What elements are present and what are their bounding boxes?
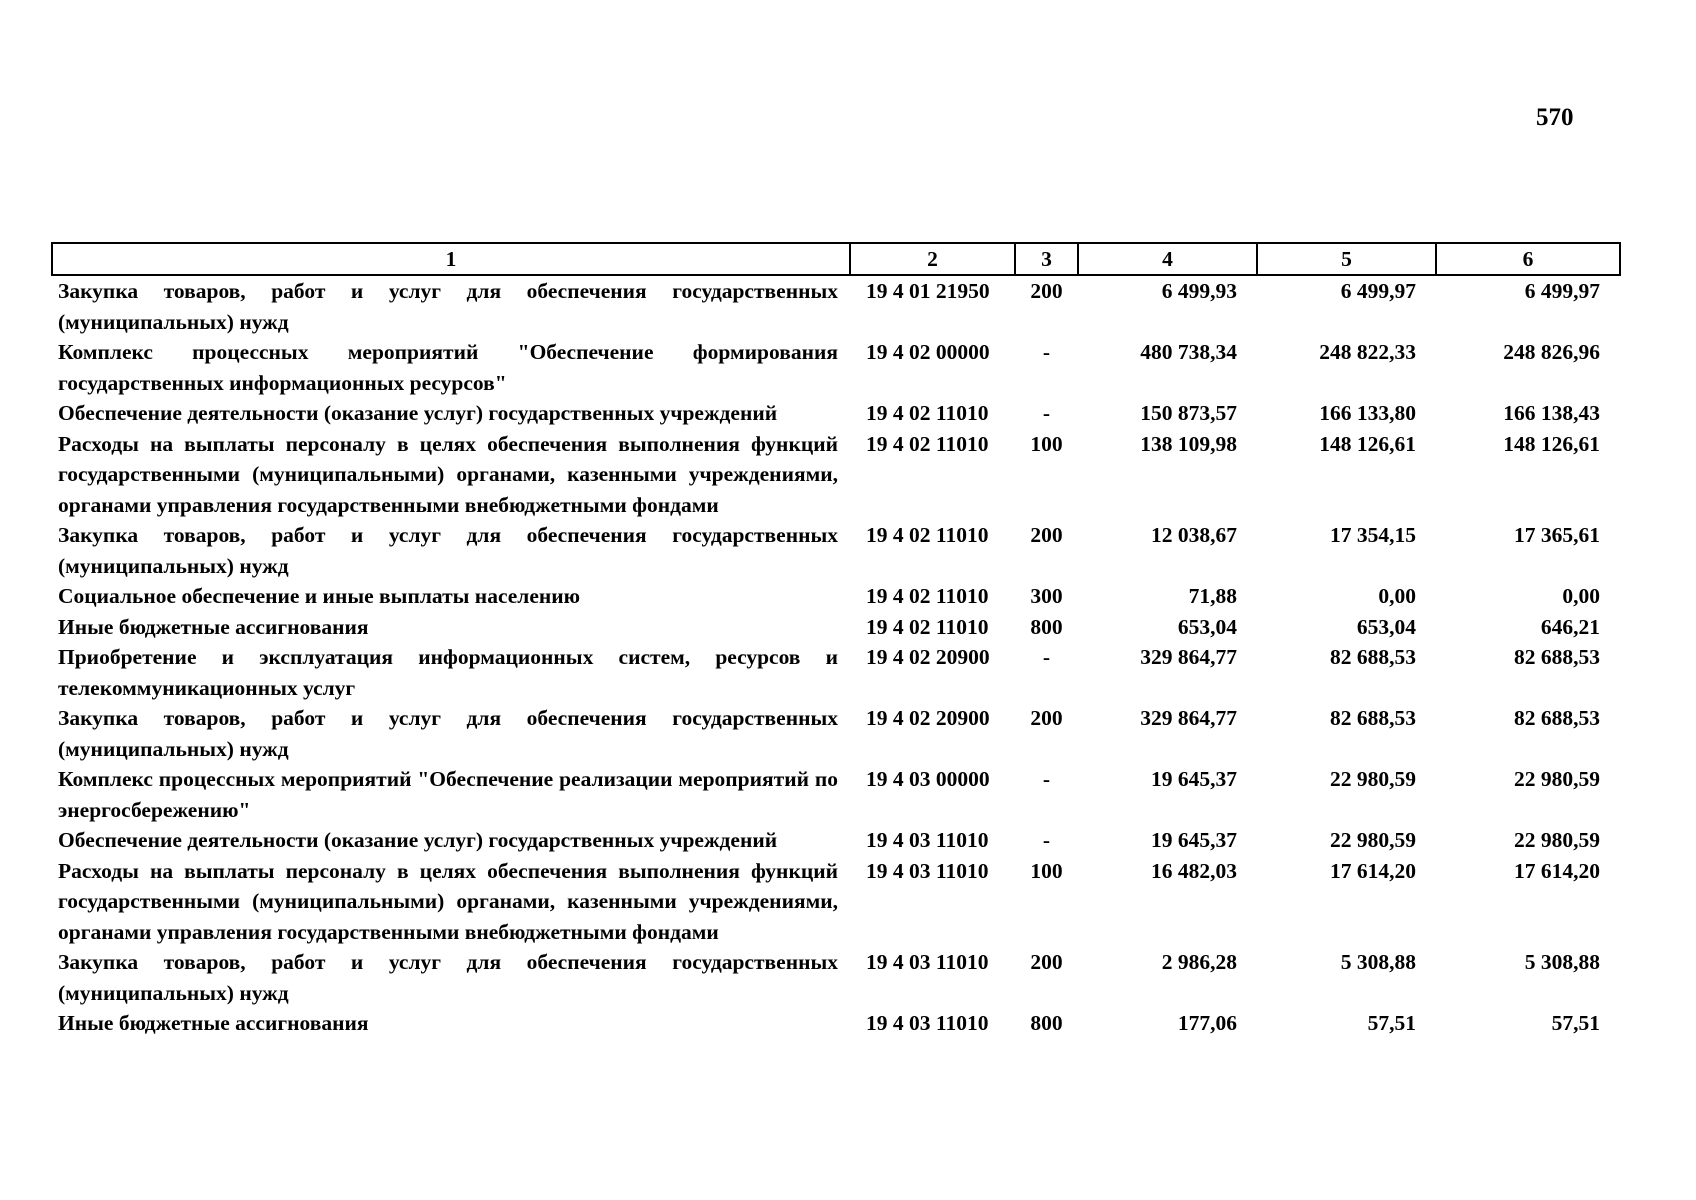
amount-col5-cell: 17 614,20 <box>1330 858 1416 883</box>
expense-type-cell: 100 <box>1030 431 1063 456</box>
amount-col6-cell: 82 688,53 <box>1514 706 1600 730</box>
amount-col6-cell: 22 980,59 <box>1514 828 1600 852</box>
amount-col5-cell: 166 133,80 <box>1319 401 1416 425</box>
target-article-code-cell: 19 4 02 11010 <box>866 401 989 425</box>
amount-col5-cell: 82 688,53 <box>1330 706 1416 730</box>
amount-col4-cell: 19 645,37 <box>1151 828 1237 852</box>
expense-type-cell: 200 <box>1030 950 1063 974</box>
amount-col6-cell: 22 980,59 <box>1514 767 1600 791</box>
expense-type-cell: 800 <box>1030 614 1063 639</box>
amount-col5-cell: 653,04 <box>1356 614 1416 639</box>
expense-name-cell: Закупка товаров, работ и услуг для обеспечения государственных (муниципальных) нужд <box>58 706 838 761</box>
target-article-code-cell: 19 4 02 11010 <box>866 614 989 639</box>
amount-col4-cell: 150 873,57 <box>1140 401 1237 425</box>
amount-col6-cell: 646,21 <box>1540 614 1600 639</box>
target-article-code-cell: 19 4 03 11010 <box>866 1011 989 1035</box>
expense-type-cell: 200 <box>1030 706 1063 730</box>
expense-name-cell: Комплекс процессных мероприятий "Обеспечение формирования государственных информационных ресурсов" <box>58 340 838 395</box>
amount-col5-cell: 22 980,59 <box>1330 828 1416 852</box>
expense-type-cell: - <box>1042 340 1051 364</box>
amount-col4-cell: 2 986,28 <box>1161 950 1237 974</box>
expense-name-cell: Расходы на выплаты персоналу в целях обеспечения выполнения функций государственными (муниципальными) органами, казенными учреждениями, органами управления государственными внебюджетными фондами <box>58 858 838 944</box>
table-row <box>52 337 1620 398</box>
table-row <box>52 612 1620 643</box>
expense-name-cell: Иные бюджетные ассигнования <box>58 1011 369 1035</box>
column-header: 2 <box>850 243 1015 275</box>
table-row <box>52 703 1620 764</box>
expense-name-cell: Социальное обеспечение и иные выплаты населению <box>58 584 581 608</box>
target-article-code-cell: 19 4 03 11010 <box>866 828 989 852</box>
target-article-code-cell: 19 4 03 11010 <box>866 950 989 974</box>
expense-type-cell: - <box>1042 645 1051 669</box>
target-article-code-cell: 19 4 02 00000 <box>866 340 990 364</box>
amount-col4-cell: 71,88 <box>1188 584 1237 608</box>
target-article-code-cell: 19 4 03 11010 <box>866 858 989 883</box>
amount-col5-cell: 82 688,53 <box>1330 645 1416 669</box>
amount-col6-cell: 5 308,88 <box>1524 950 1600 974</box>
amount-col6-cell: 6 499,97 <box>1524 279 1600 303</box>
amount-col5-cell: 6 499,97 <box>1340 279 1416 303</box>
target-article-code-cell: 19 4 02 11010 <box>866 523 989 547</box>
expense-type-cell: 200 <box>1030 279 1063 303</box>
amount-col5-cell: 148 126,61 <box>1319 431 1416 456</box>
target-article-code-cell: 19 4 02 20900 <box>866 645 990 669</box>
expense-type-cell: 800 <box>1030 1011 1063 1035</box>
expense-type-cell: - <box>1042 828 1051 852</box>
target-article-code-cell: 19 4 01 21950 <box>866 279 990 303</box>
amount-col5-cell: 248 822,33 <box>1319 340 1416 364</box>
expense-name-cell: Иные бюджетные ассигнования <box>58 614 369 639</box>
table-row <box>52 429 1620 521</box>
budget-table <box>51 242 1621 1039</box>
expense-type-cell: 200 <box>1030 523 1063 547</box>
amount-col4-cell: 16 482,03 <box>1151 858 1237 883</box>
page-number: 570 <box>1536 104 1574 131</box>
expense-name-cell: Закупка товаров, работ и услуг для обеспечения государственных (муниципальных) нужд <box>58 279 838 334</box>
target-article-code-cell: 19 4 02 11010 <box>866 431 989 456</box>
amount-col4-cell: 6 499,93 <box>1161 279 1237 303</box>
table-row <box>52 947 1620 1008</box>
amount-col6-cell: 166 138,43 <box>1503 401 1600 425</box>
expense-type-cell: 300 <box>1030 584 1063 608</box>
expense-name-cell: Закупка товаров, работ и услуг для обеспечения государственных (муниципальных) нужд <box>58 523 838 578</box>
amount-col5-cell: 17 354,15 <box>1330 523 1416 547</box>
table-row <box>52 825 1620 856</box>
table-row <box>52 398 1620 429</box>
amount-col4-cell: 480 738,34 <box>1140 340 1237 364</box>
amount-col6-cell: 17 365,61 <box>1514 523 1600 547</box>
amount-col4-cell: 19 645,37 <box>1151 767 1237 791</box>
target-article-code-cell: 19 4 02 20900 <box>866 706 990 730</box>
column-header: 4 <box>1078 243 1257 275</box>
amount-col4-cell: 329 864,77 <box>1140 645 1237 669</box>
expense-name-cell: Обеспечение деятельности (оказание услуг) государственных учреждений <box>58 401 778 425</box>
table-row <box>52 856 1620 948</box>
expense-name-cell: Расходы на выплаты персоналу в целях обеспечения выполнения функций государственными (муниципальными) органами, казенными учреждениями, органами управления государственными внебюджетными фондами <box>58 431 838 517</box>
column-header: 5 <box>1257 243 1436 275</box>
table-body <box>52 275 1620 1039</box>
amount-col4-cell: 12 038,67 <box>1151 523 1237 547</box>
amount-col6-cell: 0,00 <box>1562 584 1600 608</box>
amount-col6-cell: 57,51 <box>1551 1011 1600 1035</box>
expense-name-cell: Приобретение и эксплуатация информационных систем, ресурсов и телекоммуникационных услуг <box>58 645 838 700</box>
amount-col6-cell: 82 688,53 <box>1514 645 1600 669</box>
target-article-code-cell: 19 4 03 00000 <box>866 767 990 791</box>
table-header <box>52 243 1620 275</box>
table-row <box>52 520 1620 581</box>
amount-col5-cell: 22 980,59 <box>1330 767 1416 791</box>
amount-col5-cell: 57,51 <box>1367 1011 1416 1035</box>
amount-col5-cell: 0,00 <box>1378 584 1416 608</box>
table-row <box>52 1008 1620 1039</box>
header-row <box>52 243 1620 275</box>
expense-type-cell: - <box>1042 401 1051 425</box>
expense-name-cell: Обеспечение деятельности (оказание услуг) государственных учреждений <box>58 828 778 852</box>
expense-type-cell: 100 <box>1030 858 1063 883</box>
expense-type-cell: - <box>1042 767 1051 791</box>
expense-name-cell: Комплекс процессных мероприятий "Обеспечение реализации мероприятий по энергосбережению" <box>58 767 838 822</box>
amount-col4-cell: 177,06 <box>1177 1011 1237 1035</box>
amount-col4-cell: 138 109,98 <box>1140 431 1237 456</box>
expense-name-cell: Закупка товаров, работ и услуг для обеспечения государственных (муниципальных) нужд <box>58 950 838 1005</box>
amount-col4-cell: 329 864,77 <box>1140 706 1237 730</box>
target-article-code-cell: 19 4 02 11010 <box>866 584 989 608</box>
amount-col6-cell: 17 614,20 <box>1514 858 1600 883</box>
amount-col6-cell: 148 126,61 <box>1503 431 1600 456</box>
table-row <box>52 275 1620 337</box>
amount-col6-cell: 248 826,96 <box>1503 340 1600 364</box>
column-header: 6 <box>1436 243 1620 275</box>
table-row <box>52 642 1620 703</box>
column-header: 3 <box>1015 243 1078 275</box>
table-row <box>52 581 1620 612</box>
column-header: 1 <box>52 243 850 275</box>
table-row <box>52 764 1620 825</box>
amount-col5-cell: 5 308,88 <box>1340 950 1416 974</box>
amount-col4-cell: 653,04 <box>1177 614 1237 639</box>
